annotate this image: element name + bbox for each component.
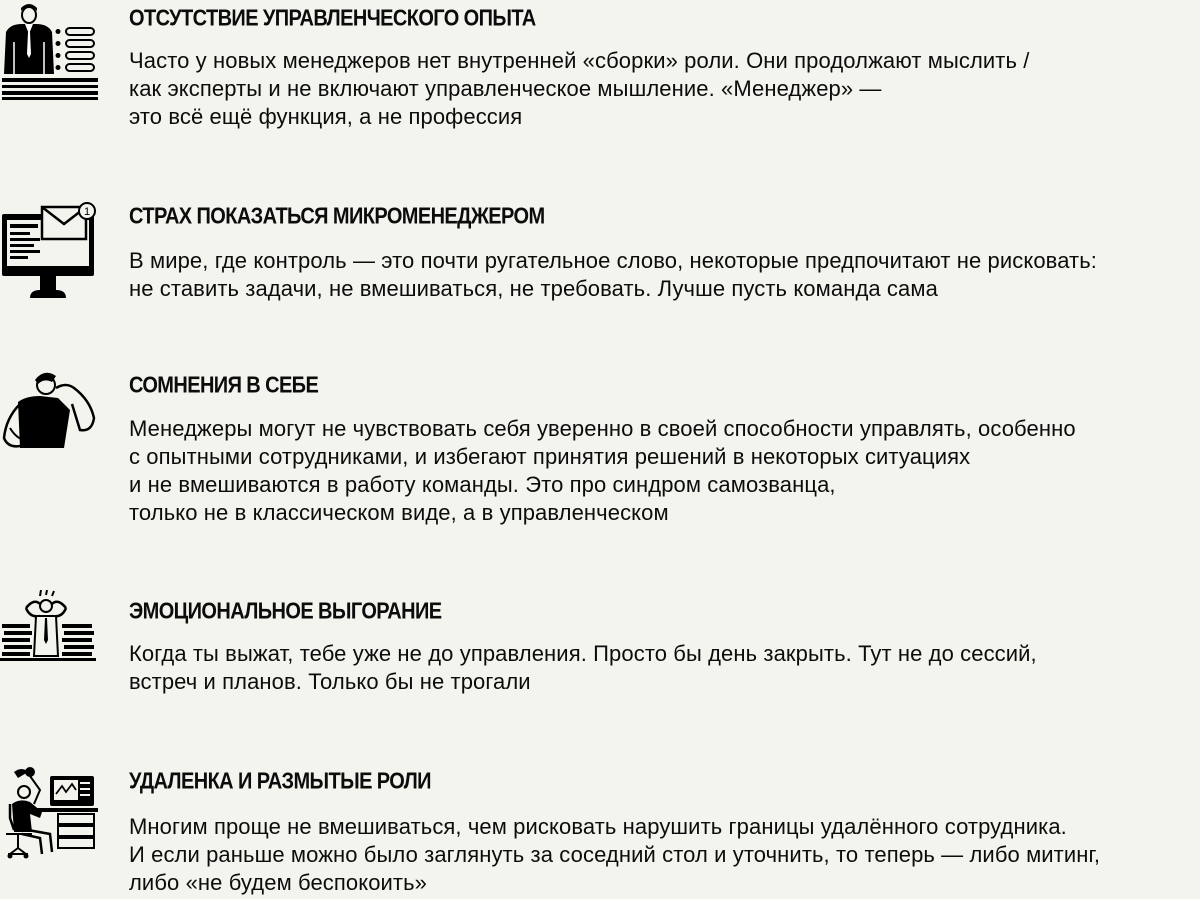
section-text: Часто у новых менеджеров нет внутренней «сборки» роли. Они продолжают мыслить / как эксперты и не включают управленческое мышление. «Менеджер» — это всё ещё функция, а не профессия	[129, 48, 1030, 129]
section-title: ОТСУТСТВИЕ УПРАВЛЕНЧЕСКОГО ОПЫТА	[129, 6, 536, 32]
notification-badge: 1	[83, 206, 91, 218]
section-title: УДАЛЕНКА И РАЗМЫТЫЕ РОЛИ	[129, 769, 431, 795]
section-text: Многим проще не вмешиваться, чем рисковать нарушить границы удалённого сотрудника. И если раньше можно было заглянуть за соседний стол и уточнить, то теперь — либо митинг, либо «не будем беспокоить»	[129, 814, 1101, 895]
doubting-person-icon	[0, 368, 100, 468]
section-title: ЭМОЦИОНАЛЬНОЕ ВЫГОРАНИЕ	[129, 599, 442, 625]
section-text: В мире, где контроль — это почти ругательное слово, некоторые предпочитают не рисковать: не ставить задачи, не вмешиваться, не требовать. Лучше пусть команда сама	[129, 248, 1098, 301]
remote-worker-icon	[0, 764, 100, 860]
section-text: Менеджеры могут не чувствовать себя уверенно в своей способности управлять, особенно с опытными сотрудниками, и избегают принятия решений в некоторых ситуациях и не вмешиваются в работу команды. Это про синдром самозванца, только не в классическом виде, а в управленческом	[129, 416, 1076, 525]
monitor-mail-icon	[0, 202, 100, 302]
section-title: СТРАХ ПОКАЗАТЬСЯ МИКРОМЕНЕДЖЕРОМ	[129, 204, 545, 230]
section-title: СОМНЕНИЯ В СЕБЕ	[129, 373, 319, 399]
burnout-person-icon	[0, 590, 100, 662]
section-text: Когда ты выжат, тебе уже не до управления. Просто бы день закрыть. Тут не до сессий, встреч и планов. Только бы не трогали	[129, 641, 1037, 694]
businessman-icon	[0, 2, 100, 102]
